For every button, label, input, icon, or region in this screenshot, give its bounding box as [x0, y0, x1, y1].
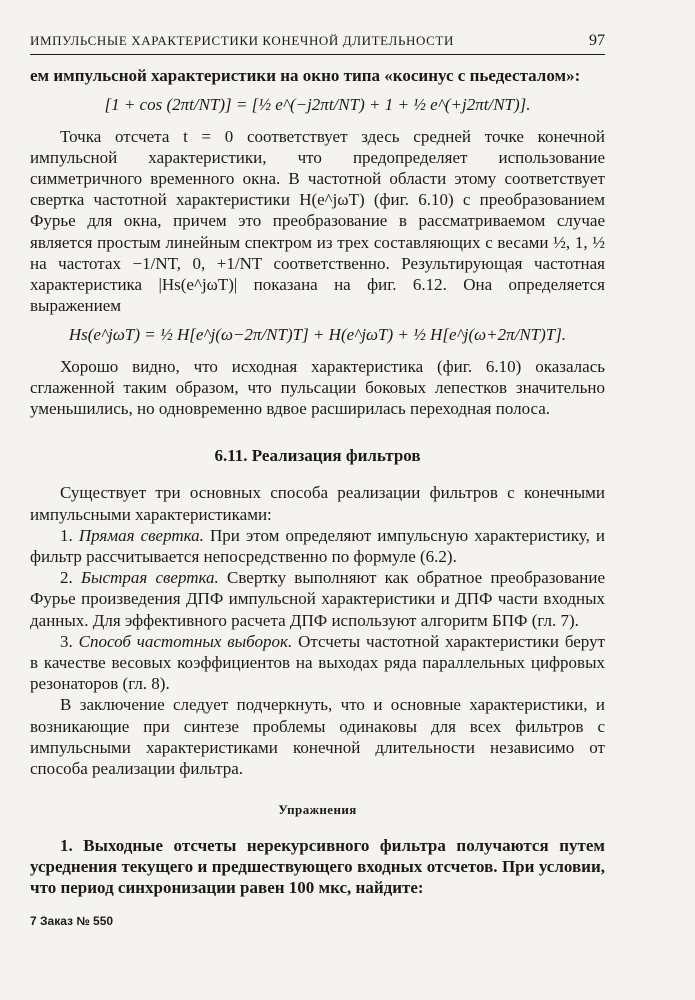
method-item [30, 631, 605, 695]
intro-text: ем импульсной характеристики на окно типа «косинус с пьедесталом»: [30, 66, 581, 86]
method-text: Отсчеты частотной характеристики берут в качестве весовых коэффициентов на выходах ряда параллельных цифровых резонаторов (гл. 8). [30, 631, 606, 694]
method-term: Способ частотных выборок. [78, 631, 293, 651]
method-text: При этом определяют импульсную характеристику, и фильтр рассчитывается непосредственно по формуле (6.2). [30, 525, 605, 567]
method-item [30, 567, 605, 631]
running-head [30, 30, 605, 55]
section-intro: Существует три основных способа реализации фильтров с конечными импульсными характеристиками: [30, 483, 605, 524]
section-title: 6.11. Реализация фильтров [214, 446, 421, 466]
method-number: 2. [60, 568, 73, 588]
method-item [30, 525, 605, 567]
running-head-title: ИМПУЛЬСНЫЕ ХАРАКТЕРИСТИКИ КОНЕЧНОЙ ДЛИТЕЛЬНОСТИ [30, 33, 454, 48]
method-term: Быстрая свертка. [80, 568, 219, 588]
printer-signature: 7 Заказ № 550 [30, 914, 114, 928]
method-number: 3. [60, 631, 73, 651]
exercise-1: 1. Выходные отсчеты нерекурсивного фильтра получаются путем усреднения текущего и предшествующего входных отсчетов. При условии, что период синхронизации равен 100 мкс, найдите: [30, 835, 605, 897]
paragraph-convolution: Точка отсчета t = 0 соответствует здесь средней точке конечной импульсной характеристики, что предопределяет использование симметричного временного окна. В частотной области этому соответствует свертка частотной характеристики H(e^jωT) (фиг. 6.10) с преобразованием Фурье для окна, причем это преобразование в рассматриваемом случае является простым линейным спектром из трех составляющих с весами ½, 1, ½ на частотах −1/NT, 0, +1/NT соответственно. Результирующая частотная характеристика |Hs(e^jωT)| показана на фиг. 6.12. Она определяется выражением [30, 126, 605, 316]
page-number: 97 [589, 32, 605, 49]
formula-smoothed-response: Hs(e^jωT) = ½ H[e^j(ω−2π/NT)T] + H(e^jωT) + ½ H[e^j(ω+2π/NT)T]. [68, 325, 567, 345]
method-term: Прямая свертка. [78, 525, 204, 545]
exercises-title: Упражнения [278, 802, 357, 818]
formula-window: [1 + cos (2πt/NT)] = [½ e^(−j2πt/NT) + 1 + ½ e^(+j2πt/NT)]. [104, 95, 531, 115]
method-number: 1. [60, 525, 73, 545]
paragraph-conclusion: В заключение следует подчеркнуть, что и основные характеристики, и возникающие при синтезе проблемы одинаковы для всех фильтров с импульсными характеристиками конечной длительности независимо от способа реализации фильтра. [30, 695, 605, 779]
book-page [30, 30, 605, 898]
method-text: Свертку выполняют как обратное преобразование Фурье произведения ДПФ импульсной характеристики и ДПФ части входных данных. Для эффективного расчета ДПФ используют алгоритм БПФ (гл. 7). [30, 568, 606, 630]
paragraph-result: Хорошо видно, что исходная характеристика (фиг. 6.10) оказалась сглаженной таким образом, что пульсации боковых лепестков значительно уменьшились, но одновременно вдвое расширилась переходная полоса. [30, 356, 605, 419]
